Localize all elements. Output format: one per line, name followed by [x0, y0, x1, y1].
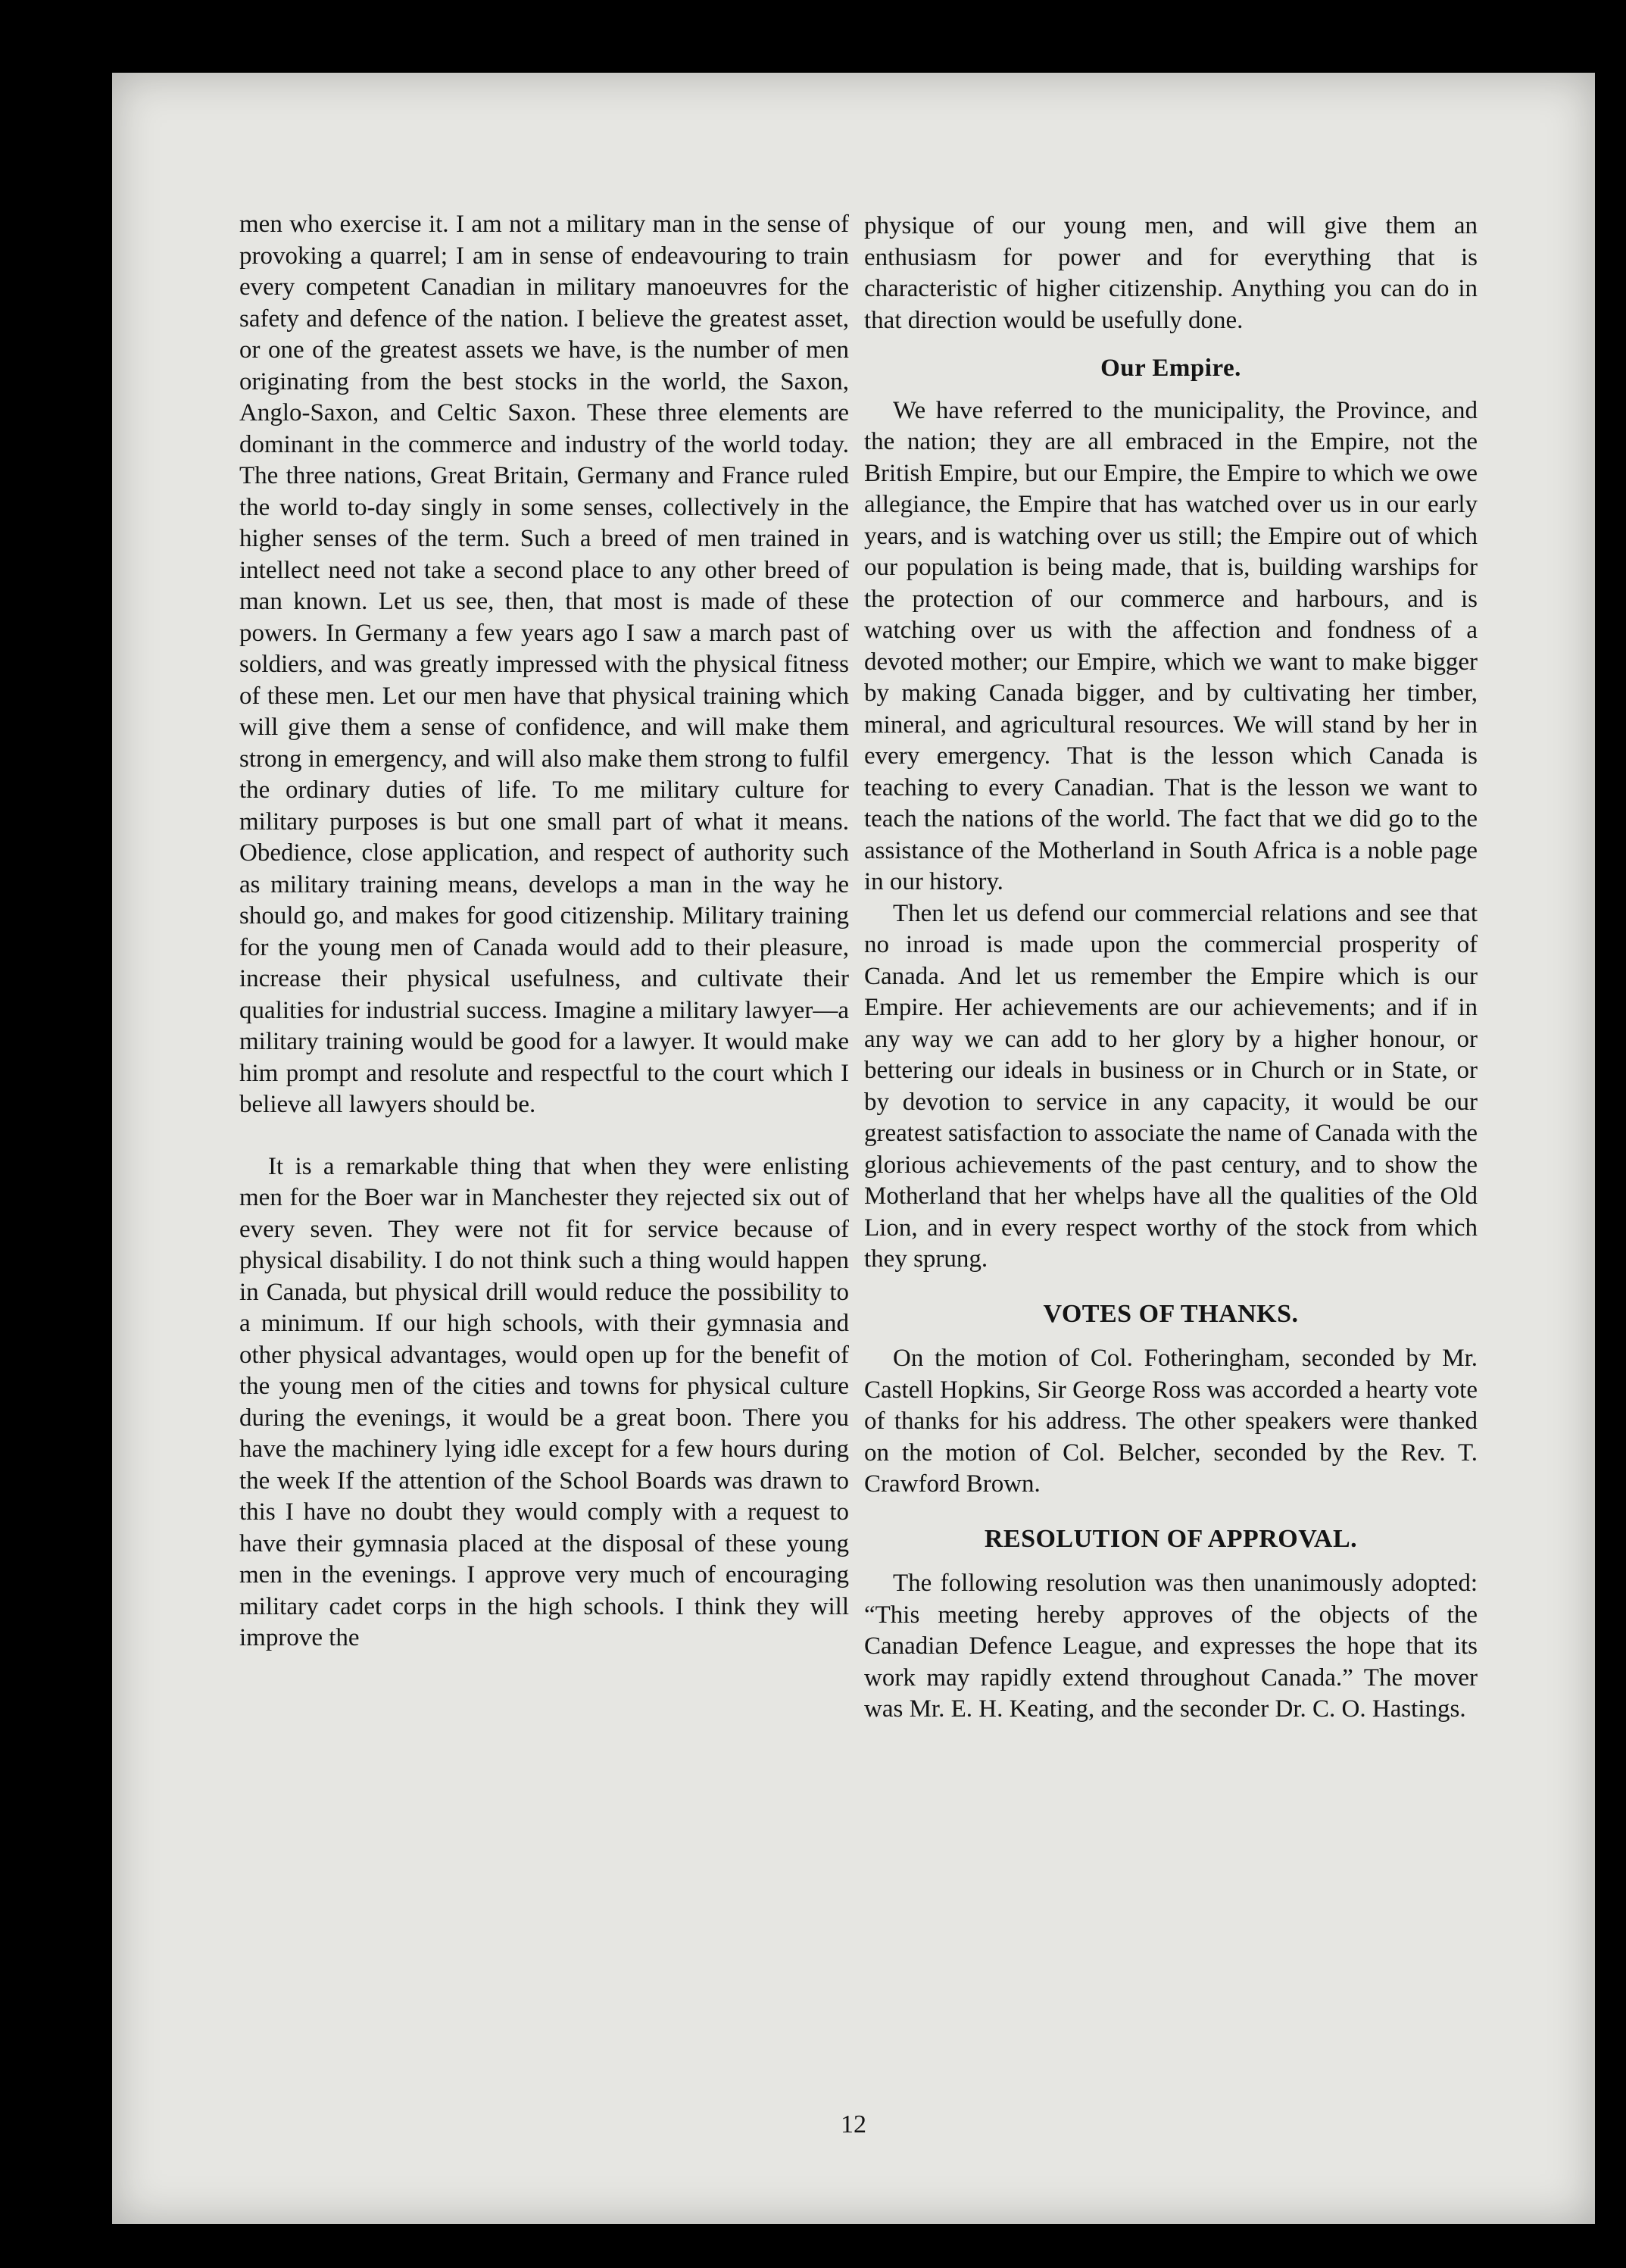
- left-column: [239, 209, 849, 1654]
- body-paragraph: physique of our young men, and will give them an enthusiasm for power and for everything that is characteristic of higher citizenship. Anything you can do in that direction would be usefully done.: [864, 212, 1478, 334]
- body-paragraph: men who exercise it. I am not a military man in the sense of provoking a quarrel; I am in sense of endeavouring to train every competent Canadian in military manoeuvres for the safety and defence of the nation. I believe the greatest asset, or one of the greatest assets we have, is the number of men originating from the best stocks in the world, the Saxon, Anglo-Saxon, and Celtic Saxon. These three elements are dominant in the commerce and industry of the world today. The three nations, Great Britain, Germany and France ruled the world to-day singly in some senses, collectively in the higher senses of the term. Such a breed of men trained in intellect need not take a second place to any other breed of man known. Let us see, then, that most is made of these powers. In Germany a few years ago I saw a march past of soldiers, and was greatly impressed with the physical fitness of these men. Let our men have that physical training which will give them a sense of confidence, and will make them strong in emergency, and will also make them strong to fulfil the ordinary duties of life. To me military culture for military purposes is but one small part of what it means. Obedience, close application, and respect of authority such as military training means, develops a man in the way he should go, and makes for good citizenship. Military training for the young men of Canada would add to their pleasure, increase their physical usefulness, and cultivate their qualities for industrial success. Imagine a military lawyer—a military training would be good for a lawyer. It would make him prompt and resolute and respectful to the court which I believe all lawyers should be.: [239, 211, 849, 1118]
- body-paragraph: We have referred to the municipality, the Province, and the nation; they are all embraced in the Empire, not the British Empire, but our Empire, the Empire to which we owe allegiance, the Empire that has watched over us in our early years, and is watching over us still; the Empire out of which our population is being made, that is, building warships for the protection of our commerce and harbours, and is watching over us with the affection and fondness of a devoted mother; our Empire, which we want to make bigger by making Canada bigger, and by cultivating her timber, mineral, and agricultural resources. We will stand by her in every emergency. That is the lesson which Canada is teaching to every Canadian. That is the lesson we want to teach the nations of the world. The fact that we did go to the assistance of the Motherland in South Africa is a noble page in our history.: [864, 396, 1478, 895]
- page-number: 12: [841, 2110, 866, 2138]
- section-heading-resolution: RESOLUTION OF APPROVAL.: [984, 1524, 1358, 1553]
- section-heading-votes-of-thanks: VOTES OF THANKS.: [1043, 1299, 1299, 1328]
- document-page: [112, 73, 1595, 2224]
- body-paragraph: It is a remarkable thing that when they were enlisting men for the Boer war in Manchester they rejected six out of every seven. They were not fit for service because of physical disability. I do not think such a thing would happen in Canada, but physical drill would reduce the possibility to a minimum. If our high schools, with their gymnasia and other physical advantages, would open up for the benefit of the young men of the cities and towns for physical culture during the evenings, it would be a great boon. There you have the machinery lying idle except for a few hours during the week If the attention of the School Boards was drawn to this I have no doubt they would comply with a request to have their gymnasia placed at the disposal of these young men in the evenings. I approve very much of encouraging military cadet corps in the high schools. I think they will improve the: [239, 1152, 849, 1651]
- body-paragraph: Then let us defend our commercial relations and see that no inroad is made upon the commercial prosperity of Canada. And let us remember the Empire which is our Empire. Her achievements are our achievements; and if in any way we can add to her glory by a higher honour, or bettering our ideals in business or in Church or in State, or by devotion to service in any capacity, it would be our greatest satisfaction to associate the name of Canada with the glorious achievements of the past century, and to show the Motherland that her whelps have all the qualities of the Old Lion, and in every respect worthy of the stock from which they sprung.: [864, 899, 1478, 1273]
- section-heading-our-empire: Our Empire.: [1100, 355, 1241, 382]
- body-paragraph: On the motion of Col. Fotheringham, seconded by Mr. Castell Hopkins, Sir George Ross was accorded a hearty vote of thanks for his address. The other speakers were thanked on the motion of Col. Belcher, seconded by the Rev. T. Crawford Brown.: [864, 1345, 1478, 1498]
- body-paragraph: The following resolution was then unanimously adopted: “This meeting hereby approves of the objects of the Canadian Defence League, and expresses the hope that its work may rapidly extend throughout Canada.” The mover was Mr. E. H. Keating, and the seconder Dr. C. O. Hastings.: [864, 1570, 1478, 1723]
- right-column: [864, 211, 1478, 1726]
